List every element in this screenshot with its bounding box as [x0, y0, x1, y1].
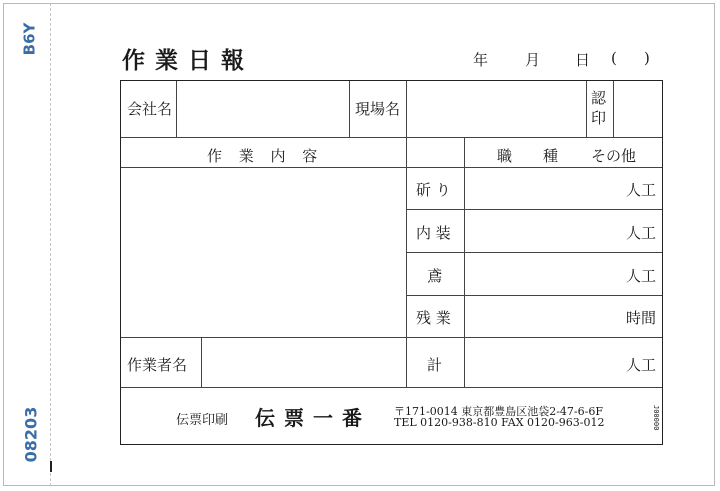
row-divider: [121, 137, 662, 138]
job-row-label: 内 装: [416, 224, 451, 242]
report-table: [120, 80, 663, 445]
approval-stamp-label: 認 印: [591, 89, 607, 127]
maker-label: 伝票印刷: [176, 413, 229, 428]
date-month: 月: [525, 51, 541, 69]
total-label: 計: [427, 356, 443, 374]
maker-contact: TEL 0120-938-810 FAX 0120-963-012: [394, 416, 605, 429]
work-content-header: 作 業 内 容: [207, 147, 324, 165]
stub-code-bottom: 08203: [21, 406, 41, 463]
job-row-label: 斫 り: [416, 181, 451, 199]
date-weekday-close: ): [644, 49, 650, 67]
maker-brand: 伝票一番: [255, 406, 371, 430]
job-row-unit: 人工: [626, 224, 657, 242]
job-row-unit: 時間: [626, 309, 657, 327]
form-title: 作業日報: [122, 47, 254, 74]
job-row-label: 残 業: [416, 309, 451, 327]
work-content-field[interactable]: [121, 168, 406, 337]
job-row-unit: 人工: [626, 181, 657, 199]
worker-name-label: 作業者名: [127, 356, 188, 374]
date-year: 年: [473, 51, 489, 69]
job-row-label: 鳶: [427, 267, 443, 285]
company-name-label: 会社名: [127, 100, 173, 118]
col-divider: [586, 81, 587, 137]
job-type-header: 職 種: [497, 147, 567, 165]
stub-code-top: B6Y: [20, 22, 39, 56]
side-code: J00000: [652, 405, 660, 431]
date-day: 日: [575, 51, 591, 69]
maker-address: 〒171-0014 東京都豊島区池袋2-47-6-6F: [394, 405, 603, 418]
approval-stamp-box[interactable]: [614, 81, 662, 137]
stub-tick-mark: [50, 461, 52, 472]
row-divider: [121, 387, 662, 388]
date-weekday-open: (: [611, 49, 617, 67]
worker-name-field[interactable]: [202, 338, 406, 387]
job-row-unit: 人工: [626, 267, 657, 285]
total-unit: 人工: [626, 356, 657, 374]
site-name-label: 現場名: [355, 100, 401, 118]
other-header: その他: [591, 147, 637, 165]
col-divider: [349, 81, 350, 137]
site-name-field[interactable]: [407, 81, 586, 137]
company-name-field[interactable]: [177, 81, 349, 137]
